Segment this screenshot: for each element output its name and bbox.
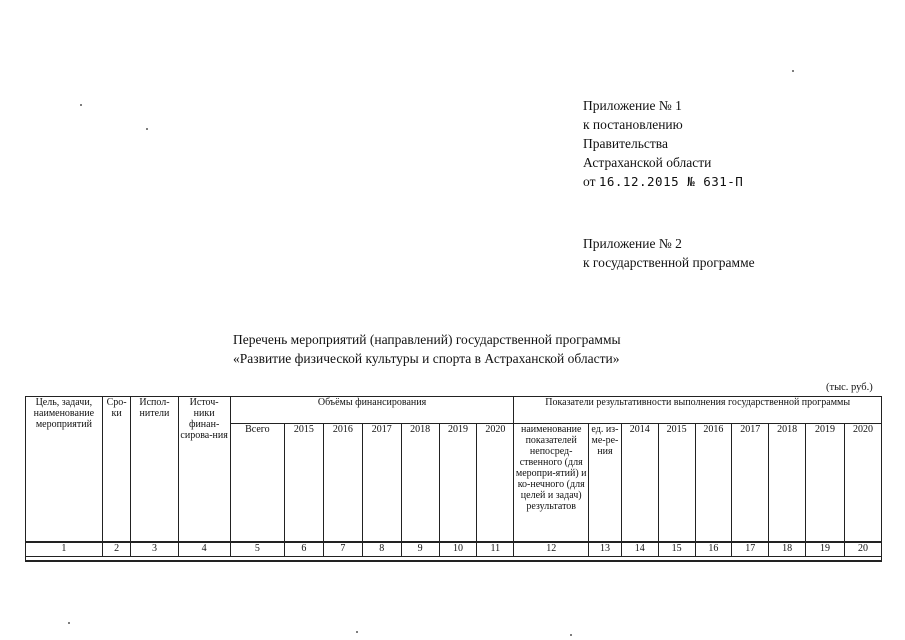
document-title-line2: «Развитие физической культуры и спорта в Астраханской области» bbox=[233, 351, 620, 366]
scan-speck bbox=[356, 631, 358, 633]
col-header-terms: Сро-ки bbox=[102, 397, 131, 543]
col-header-ind-2015: 2015 bbox=[658, 424, 695, 543]
column-number: 4 bbox=[178, 542, 230, 557]
measures-table bbox=[25, 396, 882, 562]
scan-speck bbox=[68, 622, 70, 624]
appendix-1-date-value: 16.12.2015 № 631-П bbox=[598, 174, 744, 189]
column-number: 6 bbox=[284, 542, 323, 557]
col-header-fin-2018: 2018 bbox=[401, 424, 439, 543]
scan-speck bbox=[792, 70, 794, 72]
appendix-1-line2: к постановлению bbox=[583, 117, 683, 132]
col-header-ind-2014: 2014 bbox=[621, 424, 658, 543]
column-number: 9 bbox=[401, 542, 439, 557]
column-number: 18 bbox=[769, 542, 806, 557]
column-number: 13 bbox=[589, 542, 622, 557]
table-bottom-rule bbox=[26, 557, 882, 562]
appendix-1-date-prefix: от bbox=[583, 174, 596, 189]
col-header-executors: Испол-нители bbox=[131, 397, 178, 543]
column-number: 3 bbox=[131, 542, 178, 557]
col-header-sources: Источ-ники финан-сирова-ния bbox=[178, 397, 230, 543]
col-header-fin-total: Всего bbox=[230, 424, 284, 543]
col-header-indicators-group: Показатели результативности выполнения государственной программы bbox=[514, 397, 882, 424]
appendix-2-line2: к государственной программе bbox=[583, 255, 755, 270]
col-header-financing-group: Объёмы финансирования bbox=[230, 397, 514, 424]
column-number: 19 bbox=[806, 542, 845, 557]
column-number: 16 bbox=[695, 542, 732, 557]
scan-speck bbox=[146, 128, 148, 130]
column-number: 11 bbox=[477, 542, 514, 557]
document-title-line1: Перечень мероприятий (направлений) государственной программы bbox=[233, 332, 621, 347]
appendix-1-line3: Правительства bbox=[583, 136, 668, 151]
appendix-1-line1: Приложение № 1 bbox=[583, 98, 682, 113]
column-number: 20 bbox=[844, 542, 881, 557]
appendix-1-line4: Астраханской области bbox=[583, 155, 712, 170]
scan-speck bbox=[80, 104, 82, 106]
column-number: 10 bbox=[439, 542, 477, 557]
column-number: 8 bbox=[362, 542, 401, 557]
column-number: 14 bbox=[621, 542, 658, 557]
appendix-2-block bbox=[583, 234, 755, 272]
scan-speck bbox=[570, 634, 572, 636]
col-header-fin-2019: 2019 bbox=[439, 424, 477, 543]
col-header-ind-2020: 2020 bbox=[844, 424, 881, 543]
column-number: 7 bbox=[323, 542, 362, 557]
column-number: 1 bbox=[26, 542, 103, 557]
col-header-ind-2017: 2017 bbox=[732, 424, 769, 543]
col-header-ind-2019: 2019 bbox=[806, 424, 845, 543]
col-header-ind-2018: 2018 bbox=[769, 424, 806, 543]
column-number: 17 bbox=[732, 542, 769, 557]
col-header-fin-2017: 2017 bbox=[362, 424, 401, 543]
col-header-ind-2016: 2016 bbox=[695, 424, 732, 543]
unit-label: (тыс. руб.) bbox=[826, 382, 873, 393]
appendix-1-date-line bbox=[583, 172, 743, 191]
column-number: 5 bbox=[230, 542, 284, 557]
col-header-fin-2020: 2020 bbox=[477, 424, 514, 543]
document-title bbox=[233, 330, 621, 368]
column-number: 12 bbox=[514, 542, 589, 557]
column-number: 15 bbox=[658, 542, 695, 557]
column-number: 2 bbox=[102, 542, 131, 557]
col-header-fin-2015: 2015 bbox=[284, 424, 323, 543]
appendix-2-line1: Приложение № 2 bbox=[583, 236, 682, 251]
col-header-fin-2016: 2016 bbox=[323, 424, 362, 543]
col-header-goals: Цель, задачи, наименование мероприятий bbox=[26, 397, 103, 543]
appendix-1-block bbox=[583, 96, 743, 191]
col-header-indicator-name: наименование показателей непосред-ственного (для меропри-ятий) и ко-нечного (для целей и задач) результатов bbox=[514, 424, 589, 543]
col-header-indicator-unit: ед. из-ме-ре-ния bbox=[589, 424, 622, 543]
